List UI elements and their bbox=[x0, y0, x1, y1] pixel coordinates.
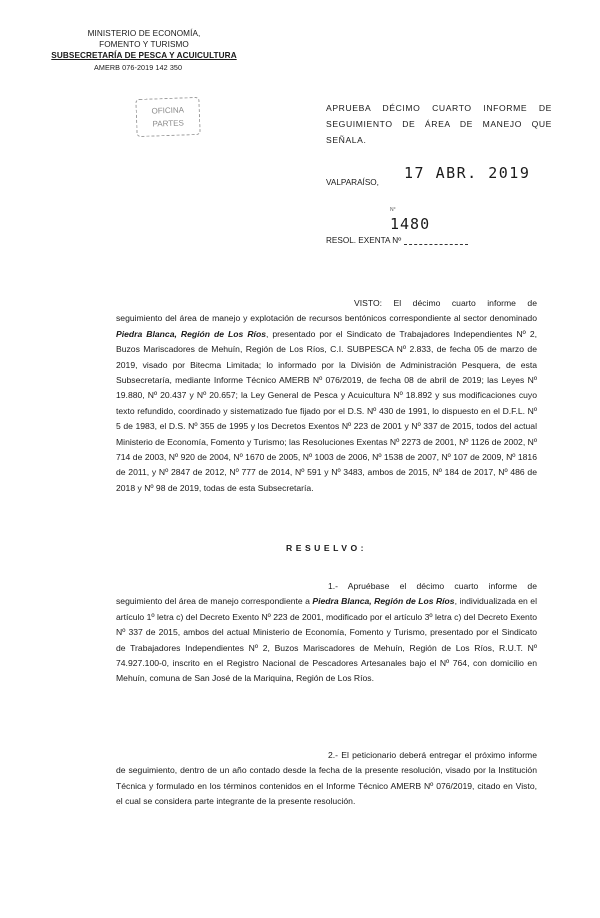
article-1-text-1: 1.- Apruébase el décimo cuarto informe de seguimiento del área de manejo correspondiente a bbox=[116, 581, 537, 607]
stamp-line-2: PARTES bbox=[152, 118, 185, 129]
resolution-number-tag: N° bbox=[390, 207, 396, 213]
visto-text-2: , presentado por el Sindicato de Trabajadores Independientes Nº 2, Buzos Mariscadores de Mehuín, Región de Los Ríos, C.I. SUBPESCA Nº 2.833, de fecha 05 de marzo de 2019, visado por Bitecma Limitada; lo informado por la División de Administración Pesquera, de esta Subsecretaría, mediante Informe Técnico AMERB Nº 076/2019, de fecha 08 de abril de 2019; las Leyes Nº 19.880, Nº 20.437 y Nº 20.657; la Ley General de Pesca y Acuicultura Nº 18.892 y sus modificaciones cuyo texto refundido, coordinado y sistematizado fue fijado por el D.S. Nº 430 de 1991, lo dispuesto en el D.F.L. Nº 5 de 1983, el D.S. Nº 355 de 1995 y los Decretos Exentos Nº 223 de 2001 y Nº 337 de 2015, todos del actual Ministerio de Economía, Fomento y Turismo; las Resoluciones Exentas Nº 2273 de 2001, Nº 1126 de 2002, Nº 714 de 2003, Nº 920 de 2004, Nº 1670 de 2005, Nº 1003 de 2006, Nº 1538 de 2007, Nº 107 de 2009, Nº 1816 de 2011, y Nº 2847 de 2012, Nº 777 de 2014, Nº 591 y Nº 3483, ambos de 2015, Nº 184 de 2017, Nº 486 de 2018 y Nº 98 de 2019, todas de esta Subsecretaría. bbox=[116, 328, 537, 493]
ministry-name-cont: FOMENTO Y TURISMO bbox=[99, 40, 189, 50]
visto-label: VISTO: bbox=[354, 298, 383, 308]
article-1-paragraph bbox=[116, 579, 537, 687]
stamp-line-1: OFICINA bbox=[151, 105, 185, 116]
resolution-underline bbox=[404, 244, 468, 245]
ministry-name: MINISTERIO DE ECONOMÍA, bbox=[87, 29, 201, 38]
issue-date: 17 ABR. 2019 bbox=[404, 164, 531, 182]
issue-place: VALPARAÍSO, bbox=[326, 178, 379, 187]
office-stamp bbox=[135, 97, 200, 137]
resolution-number: 1480 bbox=[390, 215, 431, 233]
article-1-text-2: , individualizada en el artículo 1º letra c) del Decreto Exento Nº 223 de 2001, modificado por el artículo 3º letra c) del Decreto Exento Nº 337 de 2015, ambos del actual Ministerio de Economía, Fomento y Turismo, presentado por el Sindicato de Trabajadores Independientes Nº 2, Buzos Mariscadores de Mehuín, Región de Los Ríos, R.U.T. Nº 74.927.100-0, inscrito en el Registro Nacional de Pescadores Artesanales bajo el Nº 764, con domicilio en Mehuín, comuna de San José de la Mariquina, Región de Los Ríos. bbox=[116, 596, 537, 684]
subsecretariat-name: SUBSECRETARÍA DE PESCA Y ACUICULTURA bbox=[51, 51, 237, 61]
visto-place: Piedra Blanca, Región de Los Ríos bbox=[116, 328, 266, 339]
resuelvo-heading: RESUELVO: bbox=[286, 543, 367, 553]
ministry-header bbox=[44, 28, 244, 73]
article-1-place: Piedra Blanca, Región de Los Ríos bbox=[312, 596, 455, 607]
resolution-label: RESOL. EXENTA Nº bbox=[326, 236, 402, 245]
file-reference: AMERB 076-2019 142 350 bbox=[94, 62, 183, 72]
document-subject: APRUEBA DÉCIMO CUARTO INFORME DE SEGUIMIENTO DE ÁREA DE MANEJO QUE SEÑALA. bbox=[326, 103, 552, 145]
visto-text-1: El décimo cuarto informe de seguimiento del área de manejo y explotación de recursos bentónicos correspondiente al sector denominado bbox=[116, 298, 537, 324]
visto-paragraph bbox=[116, 296, 537, 496]
article-2-paragraph: 2.- El peticionario deberá entregar el próximo informe de seguimiento, dentro de un año contado desde la fecha de la presente resolución, visado por la Institución Técnica y formulado en los términos contenidos en el Informe Técnico AMERB Nº 076/2019, citado en Visto, el cual se considera parte integrante de la presente resolución. bbox=[116, 750, 537, 807]
